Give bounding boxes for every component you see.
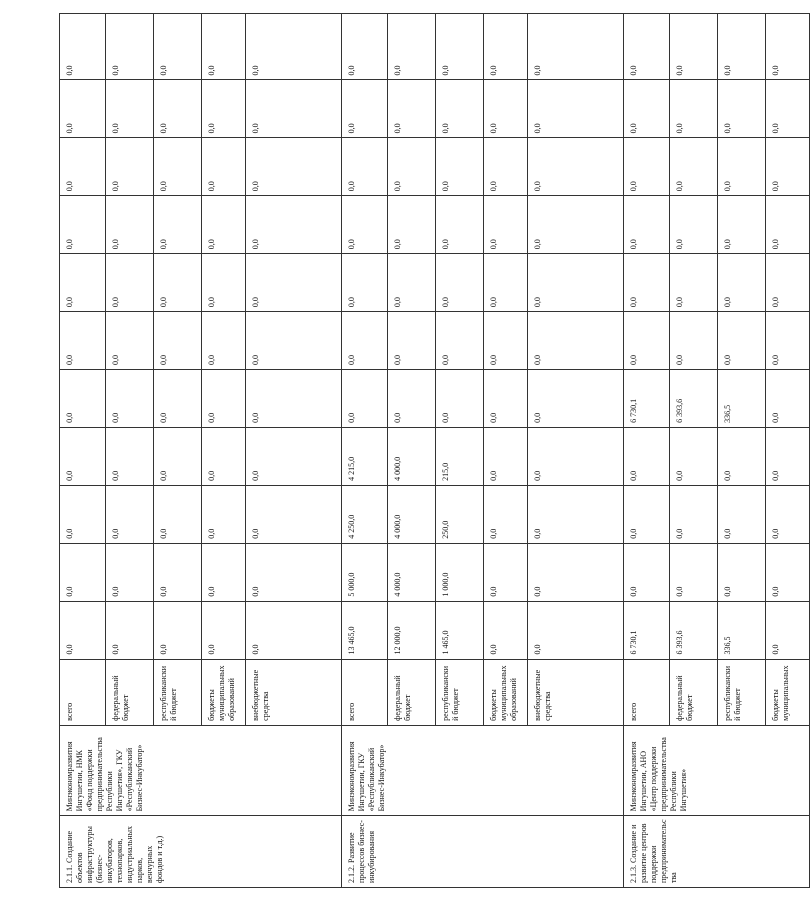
value-cell: 0,0 (246, 543, 342, 601)
funding-source: всего (342, 659, 388, 725)
value-cell: 0,0 (388, 312, 436, 370)
value-cell: 0,0 (342, 312, 388, 370)
value-cell: 5 000,0 (342, 543, 388, 601)
value-cell: 0,0 (436, 14, 484, 80)
value-cell: 0,0 (766, 312, 810, 370)
value-cell: 0,0 (106, 543, 154, 601)
value-cell: 6 730,1 (624, 370, 670, 428)
value-cell: 0,0 (154, 601, 202, 659)
executor: Минэкономразвития Ингушетии, ГКУ «Республиканский Бизнес-Инкубатор» (342, 725, 624, 816)
value-cell: 0,0 (202, 427, 246, 485)
value-cell: 0,0 (718, 254, 766, 312)
value-cell: 4 250,0 (342, 485, 388, 543)
value-cell: 0,0 (388, 14, 436, 80)
value-cell: 1 000,0 (436, 543, 484, 601)
value-cell: 250,0 (436, 485, 484, 543)
value-cell: 0,0 (60, 80, 106, 138)
value-cell: 0,0 (388, 370, 436, 428)
value-cell: 0,0 (154, 485, 202, 543)
value-cell: 4 000,0 (388, 427, 436, 485)
value-cell: 0,0 (766, 80, 810, 138)
value-cell: 0,0 (202, 14, 246, 80)
value-cell: 0,0 (528, 196, 624, 254)
value-cell: 0,0 (154, 196, 202, 254)
value-cell: 0,0 (106, 14, 154, 80)
measure-name: 2.1.2. Развитие процессов бизнес-инкубирования (342, 816, 624, 888)
value-cell: 0,0 (484, 254, 528, 312)
value-cell: 0,0 (154, 14, 202, 80)
value-cell: 0,0 (528, 312, 624, 370)
value-cell: 0,0 (342, 138, 388, 196)
value-cell: 0,0 (106, 254, 154, 312)
value-cell: 0,0 (528, 80, 624, 138)
value-cell: 0,0 (766, 370, 810, 428)
value-cell: 1 465,0 (436, 601, 484, 659)
value-cell: 0,0 (484, 80, 528, 138)
value-cell: 0,0 (624, 196, 670, 254)
value-cell: 0,0 (436, 80, 484, 138)
value-cell: 0,0 (342, 370, 388, 428)
value-cell: 0,0 (670, 543, 718, 601)
value-cell: 0,0 (154, 427, 202, 485)
value-cell: 0,0 (766, 254, 810, 312)
value-cell: 0,0 (766, 427, 810, 485)
value-cell: 0,0 (202, 254, 246, 312)
value-cell: 0,0 (670, 427, 718, 485)
value-cell: 0,0 (60, 427, 106, 485)
value-cell: 0,0 (624, 138, 670, 196)
value-cell: 0,0 (106, 427, 154, 485)
rotated-page (59, 13, 790, 888)
value-cell: 0,0 (718, 14, 766, 80)
value-cell: 0,0 (246, 312, 342, 370)
value-cell: 13 465,0 (342, 601, 388, 659)
value-cell: 0,0 (246, 601, 342, 659)
value-cell: 0,0 (624, 312, 670, 370)
funding-source: республиканский бюджет (154, 659, 202, 725)
value-cell: 0,0 (246, 370, 342, 428)
funding-source: федеральный бюджет (388, 659, 436, 725)
value-cell: 0,0 (60, 196, 106, 254)
value-cell: 0,0 (60, 485, 106, 543)
value-cell: 0,0 (154, 370, 202, 428)
measure-name: 2.1.1. Создание объектов инфраструктуры (бизнес-инкубаторов, технопарков, индустриальных парков, венчурных фондов и т.д.) (60, 816, 342, 888)
value-cell: 0,0 (436, 370, 484, 428)
value-cell: 0,0 (670, 312, 718, 370)
value-cell: 0,0 (670, 196, 718, 254)
value-cell: 0,0 (484, 138, 528, 196)
funding-source: внебюджетные средства (246, 659, 342, 725)
value-cell: 0,0 (528, 427, 624, 485)
value-cell: 0,0 (106, 138, 154, 196)
value-cell: 0,0 (766, 196, 810, 254)
value-cell: 0,0 (342, 80, 388, 138)
value-cell: 0,0 (718, 485, 766, 543)
value-cell: 0,0 (624, 80, 670, 138)
value-cell: 0,0 (60, 543, 106, 601)
value-cell: 0,0 (246, 80, 342, 138)
value-cell: 0,0 (670, 80, 718, 138)
value-cell: 0,0 (388, 254, 436, 312)
value-cell: 0,0 (670, 14, 718, 80)
value-cell: 0,0 (484, 14, 528, 80)
value-cell: 0,0 (436, 196, 484, 254)
value-cell: 0,0 (766, 14, 810, 80)
value-cell: 0,0 (766, 138, 810, 196)
value-cell: 0,0 (342, 14, 388, 80)
value-cell: 0,0 (484, 196, 528, 254)
value-cell: 0,0 (202, 196, 246, 254)
value-cell: 0,0 (766, 485, 810, 543)
measure-name: 2.1.3. Создание и развитие центров поддержки предпринимательства (624, 816, 810, 888)
value-cell: 336,5 (718, 370, 766, 428)
value-cell: 0,0 (624, 14, 670, 80)
value-cell: 0,0 (246, 196, 342, 254)
value-cell: 0,0 (624, 254, 670, 312)
value-cell: 0,0 (388, 80, 436, 138)
value-cell: 0,0 (484, 485, 528, 543)
value-cell: 0,0 (202, 370, 246, 428)
value-cell: 0,0 (388, 196, 436, 254)
value-cell: 0,0 (718, 312, 766, 370)
table-row (342, 14, 388, 888)
funding-source: бюджеты муниципальных образований (202, 659, 246, 725)
value-cell: 0,0 (60, 14, 106, 80)
value-cell: 12 000,0 (388, 601, 436, 659)
value-cell: 0,0 (766, 543, 810, 601)
value-cell: 0,0 (60, 138, 106, 196)
value-cell: 0,0 (106, 80, 154, 138)
value-cell: 0,0 (60, 370, 106, 428)
value-cell: 0,0 (60, 254, 106, 312)
value-cell: 215,0 (436, 427, 484, 485)
value-cell: 0,0 (718, 80, 766, 138)
value-cell: 0,0 (484, 370, 528, 428)
funding-source: бюджеты муниципальных (766, 659, 810, 725)
value-cell: 6 730,1 (624, 601, 670, 659)
value-cell: 0,0 (484, 427, 528, 485)
executor: Минэкономразвития Ингушетии, АНО «Центр поддержки предпринимательства Республики Ингушетия» (624, 725, 810, 816)
value-cell: 0,0 (106, 370, 154, 428)
value-cell: 0,0 (154, 80, 202, 138)
value-cell: 4 000,0 (388, 543, 436, 601)
value-cell: 0,0 (154, 138, 202, 196)
funding-source: республиканский бюджет (718, 659, 766, 725)
value-cell: 0,0 (342, 196, 388, 254)
value-cell: 0,0 (436, 138, 484, 196)
funding-source: республиканский бюджет (436, 659, 484, 725)
value-cell: 0,0 (528, 14, 624, 80)
executor: Минэкономразвития Ингушетии, НМК «Фонд поддержки предпринимательства Республики Ингушетия», ГКУ «Республиканский Бизнес-Инкубатор» (60, 725, 342, 816)
value-cell: 0,0 (202, 312, 246, 370)
value-cell: 0,0 (202, 485, 246, 543)
value-cell: 0,0 (624, 543, 670, 601)
funding-source: внебюджетные средства (528, 659, 624, 725)
value-cell: 0,0 (106, 485, 154, 543)
value-cell: 0,0 (484, 312, 528, 370)
value-cell: 4 000,0 (388, 485, 436, 543)
value-cell: 0,0 (528, 138, 624, 196)
value-cell: 0,0 (624, 427, 670, 485)
value-cell: 0,0 (154, 254, 202, 312)
funding-table (59, 13, 810, 888)
value-cell: 0,0 (436, 254, 484, 312)
value-cell: 0,0 (624, 485, 670, 543)
value-cell: 6 393,6 (670, 601, 718, 659)
value-cell: 0,0 (718, 427, 766, 485)
value-cell: 0,0 (484, 601, 528, 659)
value-cell: 0,0 (528, 485, 624, 543)
value-cell: 0,0 (718, 543, 766, 601)
funding-source: всего (624, 659, 670, 725)
value-cell: 0,0 (670, 138, 718, 196)
value-cell: 0,0 (154, 312, 202, 370)
value-cell: 6 393,6 (670, 370, 718, 428)
value-cell: 0,0 (670, 485, 718, 543)
value-cell: 0,0 (436, 312, 484, 370)
value-cell: 0,0 (484, 543, 528, 601)
value-cell: 0,0 (528, 601, 624, 659)
value-cell: 0,0 (718, 196, 766, 254)
value-cell: 0,0 (342, 254, 388, 312)
value-cell: 0,0 (106, 196, 154, 254)
table-row (624, 14, 670, 888)
funding-source: федеральный бюджет (670, 659, 718, 725)
value-cell: 0,0 (60, 601, 106, 659)
value-cell: 0,0 (718, 138, 766, 196)
funding-source: всего (60, 659, 106, 725)
value-cell: 4 215,0 (342, 427, 388, 485)
value-cell: 0,0 (246, 138, 342, 196)
value-cell: 336,5 (718, 601, 766, 659)
value-cell: 0,0 (246, 485, 342, 543)
funding-source: федеральный бюджет (106, 659, 154, 725)
value-cell: 0,0 (60, 312, 106, 370)
value-cell: 0,0 (766, 601, 810, 659)
value-cell: 0,0 (202, 138, 246, 196)
value-cell: 0,0 (670, 254, 718, 312)
value-cell: 0,0 (528, 543, 624, 601)
value-cell: 0,0 (202, 601, 246, 659)
value-cell: 0,0 (528, 370, 624, 428)
value-cell: 0,0 (246, 14, 342, 80)
funding-source: бюджеты муниципальных образований (484, 659, 528, 725)
value-cell: 0,0 (246, 427, 342, 485)
table-row (60, 14, 106, 888)
value-cell: 0,0 (388, 138, 436, 196)
value-cell: 0,0 (202, 543, 246, 601)
value-cell: 0,0 (202, 80, 246, 138)
value-cell: 0,0 (528, 254, 624, 312)
value-cell: 0,0 (106, 312, 154, 370)
value-cell: 0,0 (246, 254, 342, 312)
value-cell: 0,0 (106, 601, 154, 659)
value-cell: 0,0 (154, 543, 202, 601)
